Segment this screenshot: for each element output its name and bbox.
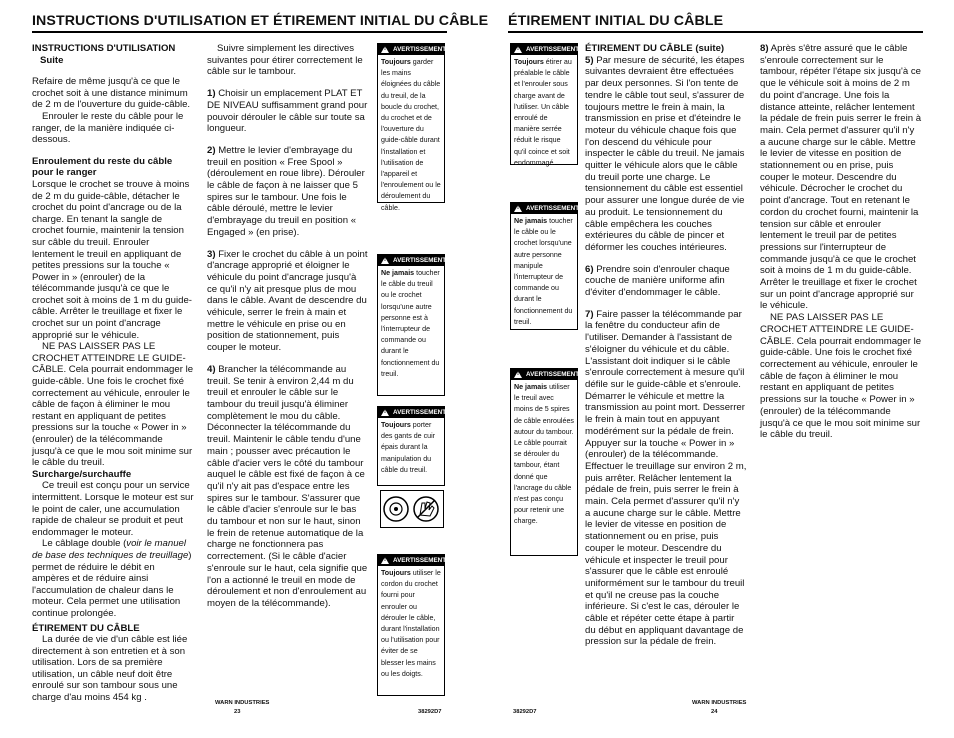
left-page-title: INSTRUCTIONS D'UTILISATION ET ÉTIREMENT INITIAL DU CÂBLE (32, 13, 489, 29)
step-2 (207, 145, 369, 239)
warning-label: AVERTISSEMENT (393, 257, 447, 264)
paragraph: Lorsque le crochet se trouve à moins de 2 m du guide-câble, détacher le crochet du point d'ancrage ou de la charge. En tenant la sangle de crochet fournie, maintenir la tension sur câble du treuil. Enrouler lentement le treuil en appliquant de petites pressions sur la touche « Power in » (enrouler) de la télécommande jusqu'à ce que le crochet soit à moins de 1 m du guide-câble. Arrêter le treuillage et fixer le crochet sur un point d'ancrage approprié sur le véhicule. (32, 178, 192, 341)
step-8 (760, 43, 922, 312)
step-number: 3) (207, 248, 216, 260)
warning-header (511, 203, 580, 214)
warning-box (510, 43, 578, 165)
warning-triangle-icon (381, 46, 389, 53)
paragraph: NE PAS LAISSER PAS LE CROCHET ATTEINDRE LE GUIDE-CÂBLE. Cela pourrait endommager le guide-câble. Une fois le crochet fixé correctement au véhicule, enrouler le câble de façon à éliminer le mou restant en appliquant de petites pressions sur la touche « Power in » (enrouler) de la télécommande jusqu'à ce que le mou soit minime sur le câble du treuil. (32, 341, 194, 469)
warning-box (510, 202, 578, 330)
text-run: Le câblage double ( (42, 538, 127, 550)
warning-box (377, 554, 445, 696)
footer-page-number: 23 (234, 709, 241, 715)
warning-box (377, 406, 445, 486)
step-text: Par mesure de sécurité, les étapes suivantes devraient être effectuées par deux personnes. Si l'on tente de tendre le câble tout seul, s'assurer de toujours mettre le frein à main, la transmission en prise et d'éteindre le moteur du véhicule chaque fois que l'on descend du véhicule pour inspecter le câble du treuil. Ne jamais quitter le véhicule alors que le câble du treuil porte une charge. Le tensionnement du câble est essentiel pour assurer une longue durée de vie au produit. Le tensionnement du câble empêchera les couches extérieures du câble de pincer et déformer les couches intérieures. (585, 54, 745, 253)
step-number: 5) (585, 54, 594, 66)
section-heading: ÉTIREMENT DU CÂBLE (32, 622, 140, 634)
step-text: Faire passer la télécommande par la fenêtre du conducteur afin de l'utiliser. Demander à l'assistant de s'éloigner du véhicule et du câble. L'assistant doit indiquer si le câble s'enroule correctement à mesure qu'il défile sur le guide-câble et s'enroule. Démarrer le véhicule et mettre la transmission au point mort. Desserrer le frein à main tout en appuyant modérément sur la pédale de frein. Appuyer sur la touche « Power in » (enrouler) de la télécommande. Effectuer le treuillage sur environ 2 m, puis arrêter. Relâcher lentement la pédale de frein, puis serrer le frein à main. Cela permet d'assurer qu'il n'y a aucune charge sur le câble. Mettre le levier de vitesse en position de stationnement ou en prise, puis couper le moteur. Descendre du véhicule et inspecter le treuil pour s'assurer que le câble est enroulé uniformément sur le tambour du treuil et qu'il ne creuse pas la couche inférieure. Si c'est le cas, dérouler le câble et répéter cette étape à partir du début en appliquant davantage de pression sur la pédale de frein. (585, 308, 747, 648)
warning-header (378, 555, 447, 566)
warning-box (377, 254, 445, 396)
warning-body (378, 266, 444, 382)
step-text: Prendre soin d'enrouler chaque couche de manière uniforme afin d'éviter d'endommager le câble. (585, 263, 730, 299)
step-text: Choisir un emplacement PLAT ET DE NIVEAU suffisamment grand pour pouvoir dérouler le câble sur toute sa longueur. (207, 88, 368, 135)
left-column-2 (207, 43, 369, 620)
step-number: 2) (207, 144, 216, 156)
warning-emphasis: Ne jamais (514, 217, 548, 225)
warning-text: porter des gants de cuir épais durant la manipulation du câble du treuil. (381, 421, 436, 474)
warning-body (378, 55, 444, 216)
footer-company: WARN INDUSTRIES (215, 700, 270, 706)
warning-label: AVERTISSEMENT (526, 205, 580, 212)
left-title-rule (32, 31, 447, 33)
footer-page-number: 24 (711, 709, 718, 715)
step-1 (207, 88, 369, 135)
warning-emphasis: Toujours (381, 58, 411, 66)
text-run: ) permet de réduire le débit en ampères et de réduire ainsi l'accumulation de chaleur dans le moteur. Cela permet une utilisation continue prolongée. (32, 549, 192, 619)
step-3 (207, 249, 369, 354)
warning-label: AVERTISSEMENT (526, 46, 580, 53)
section-heading: Enroulement du reste du câble pour le ranger (32, 155, 173, 179)
gloves-pictogram-icon (380, 490, 444, 528)
right-column-2 (760, 43, 922, 441)
step-4 (207, 364, 369, 610)
warning-text: étirer au préalable le câble et l'enrouler sous charge avant de l'utiliser. Un câble enroulé de manière serrée réduit le risque qu'il coince et soit endommagé. (514, 58, 572, 167)
section-heading: Surcharge/surchauffe (32, 468, 132, 480)
paragraph: Refaire de même jusqu'à ce que le crochet soit à une distance minimum de 2 m de l'ouverture du guide-câble. (32, 76, 191, 111)
warning-body (511, 380, 577, 530)
warning-emphasis: Toujours (381, 569, 411, 577)
step-6 (585, 264, 747, 299)
warning-text: utiliser le cordon du crochet fourni pour enrouler ou dérouler le câble, durant l'installation ou l'utilisation pour éviter de se blesser les mains ou les doigts. (381, 569, 441, 678)
warning-header (511, 369, 580, 380)
right-column-1 (585, 43, 747, 658)
warning-text: toucher le câble du treuil ou le crochet lorsqu'une autre personne est à l'interrupteur de commande ou durant le fonctionnement du treuil. (381, 269, 440, 378)
warning-body (378, 418, 444, 478)
paragraph: NE PAS LAISSER PAS LE CROCHET ATTEINDRE LE GUIDE-CÂBLE. Cela pourrait endommager le guide-câble. Une fois le crochet fixé correctement au véhicule, enrouler le câble de façon à éliminer le mou restant en appliquant de petites pressions sur la touche « Power in » (enrouler) de la télécommande jusqu'à ce que le mou soit minime sur le câble du treuil. (760, 312, 922, 441)
warning-box (377, 43, 447, 212)
section-heading: INSTRUCTIONS D'UTILISATION (32, 43, 176, 54)
step-number: 1) (207, 88, 216, 100)
warning-triangle-icon (514, 46, 522, 53)
step-number: 6) (585, 263, 594, 275)
footer-code: 38292D7 (418, 709, 442, 715)
paragraph: Ce treuil est conçu pour un service intermittent. Lorsque le moteur est sur le point de caler, une accumulation rapide de chaleur se produit et peut endommager le moteur. (32, 480, 194, 538)
paragraph: Enrouler le reste du câble pour le ranger, de la manière indiquée ci-dessous. (32, 110, 184, 146)
step-text: Après s'être assuré que le câble s'enroule correctement sur le tambour, répéter l'étape six jusqu'à ce que le véhicule soit à moins de 2 m du point d'ancrage. Une fois la distance atteinte, relâcher lentement la pédale de frein puis serrer le frein à main. Cela permet d'assurer qu'il n'y a aucune charge sur le câble. Mettre le levier de vitesse en position de stationnement ou en prise, puis couper le moteur. Descendre du véhicule. Décrocher le crochet du point d'ancrage. Tout en retenant le cordon du crochet fourni, maintenir la tension sur câble et enrouler lentement le treuil par de petites pressions sur l'interrupteur de commande jusqu'à ce que le crochet soit à moins de 1 m du guide-câble. Arrêter le treuillage et fixer le crochet sur un point d'ancrage approprié sur le véhicule. (760, 43, 922, 312)
section-subheading: Suite (40, 54, 64, 66)
paragraph: Suivre simplement les directives suivantes pour étirer correctement le câble sur le tambour. (207, 43, 363, 78)
warning-emphasis: Ne jamais (381, 269, 415, 277)
warning-header (378, 44, 447, 55)
warning-header (511, 44, 580, 55)
warning-emphasis: Ne jamais (514, 383, 548, 391)
step-number: 4) (207, 363, 216, 375)
warning-body (378, 566, 444, 682)
warning-triangle-icon (381, 257, 389, 264)
warning-label: AVERTISSEMENT (393, 46, 447, 53)
step-text: Brancher la télécommande au treuil. Se tenir à environ 2,44 m du treuil et enrouler le câble sur le tambour du treuil jusqu'à éliminer complètement le mou du câble. Déconnecter la télécommande du treuil. Maintenir le câble tendu d'une main ; pousser avec précaution le câble d'acier vers le côté du tambour auquel le câble est fixé de façon à ce qu'il n'y ait pas d'espace entre les spires sur le tambour. S'assurer que le câble d'acier s'enroule sur le bas du tambour et non sur le haut, sinon le frein de retenue automatique de la charge ne fonctionnera pas correctement. (Si le câble d'acier s'enroule sur le haut, cela signifie que l'on a actionné le treuil en mode de déroulement et non d'enroulement au moyen de la télécommande). (207, 363, 368, 609)
right-page-title: ÉTIREMENT INITIAL DU CÂBLE (508, 13, 724, 29)
warning-triangle-icon (514, 205, 522, 212)
warning-header (378, 407, 447, 418)
step-7 (585, 309, 747, 648)
step-number: 8) (760, 43, 769, 54)
warning-text: garder les mains éloignées du câble du treuil, de la boucle du crochet, du crochet et de l'ouverture du guide-câble durant l'installation et l'utilisation de l'appareil et l'enroulement ou le déroulement du câble. (381, 58, 441, 212)
warning-triangle-icon (381, 409, 389, 416)
section-heading: ÉTIREMENT DU CÂBLE (suite) (585, 43, 725, 54)
warning-label: AVERTISSEMENT (393, 557, 447, 564)
footer-company: WARN INDUSTRIES (692, 700, 747, 706)
warning-triangle-icon (381, 557, 389, 564)
step-text: Fixer le crochet du câble à un point d'ancrage approprié et éloigner le véhicule du point d'ancrage jusqu'à ce qu'il n'y ait presque plus de mou dans le câble. Avant de descendre du véhicule, serrer le frein à main et mettre le véhicule en prise ou en position de stationnement, puis couper le moteur. (207, 248, 368, 354)
footer-code: 38292D7 (513, 709, 537, 715)
paragraph (32, 538, 194, 619)
warning-body (511, 214, 577, 330)
warning-label: AVERTISSEMENT (393, 409, 447, 416)
step-text: Mettre le levier d'embrayage du treuil en position « Free Spool » (déroulement en roue libre). Dérouler le câble de façon à ne laisser que 5 spires sur le tambour. Une fois le câble déroulé, mettre le levier d'embrayage du treuil en position « Engaged » (en prise). (207, 144, 365, 238)
warning-emphasis: Toujours (514, 58, 544, 66)
warning-box (510, 368, 578, 556)
italic-text-run: voir le manuel de base des techniques de treuillage (32, 538, 189, 561)
warning-text: utiliser le treuil avec moins de 5 spires de câble enroulées autour du tambour. Le câble pourrait se dérouler du tambour, étant donné que l'ancrage du câble n'est pas conçu pour retenir une charge. (514, 383, 574, 526)
right-title-rule (508, 31, 923, 33)
warning-header (378, 255, 447, 266)
warning-triangle-icon (514, 371, 522, 378)
warning-label: AVERTISSEMENT (526, 371, 580, 378)
warning-text: toucher le câble ou le crochet lorsqu'une autre personne manipule l'interrupteur de commande ou durant le fonctionnement du treuil. (514, 217, 573, 326)
step-5 (585, 55, 747, 254)
left-column-1 (32, 43, 194, 704)
warning-body (511, 55, 577, 171)
warning-emphasis: Toujours (381, 421, 411, 429)
step-number: 7) (585, 308, 594, 320)
paragraph: La durée de vie d'un câble est liée directement à son entretien et à son utilisation. Lors de sa première utilisation, un câble neuf doit être enroulé sur son tambour sous une charge d'au moins 454 kg . (32, 634, 188, 704)
